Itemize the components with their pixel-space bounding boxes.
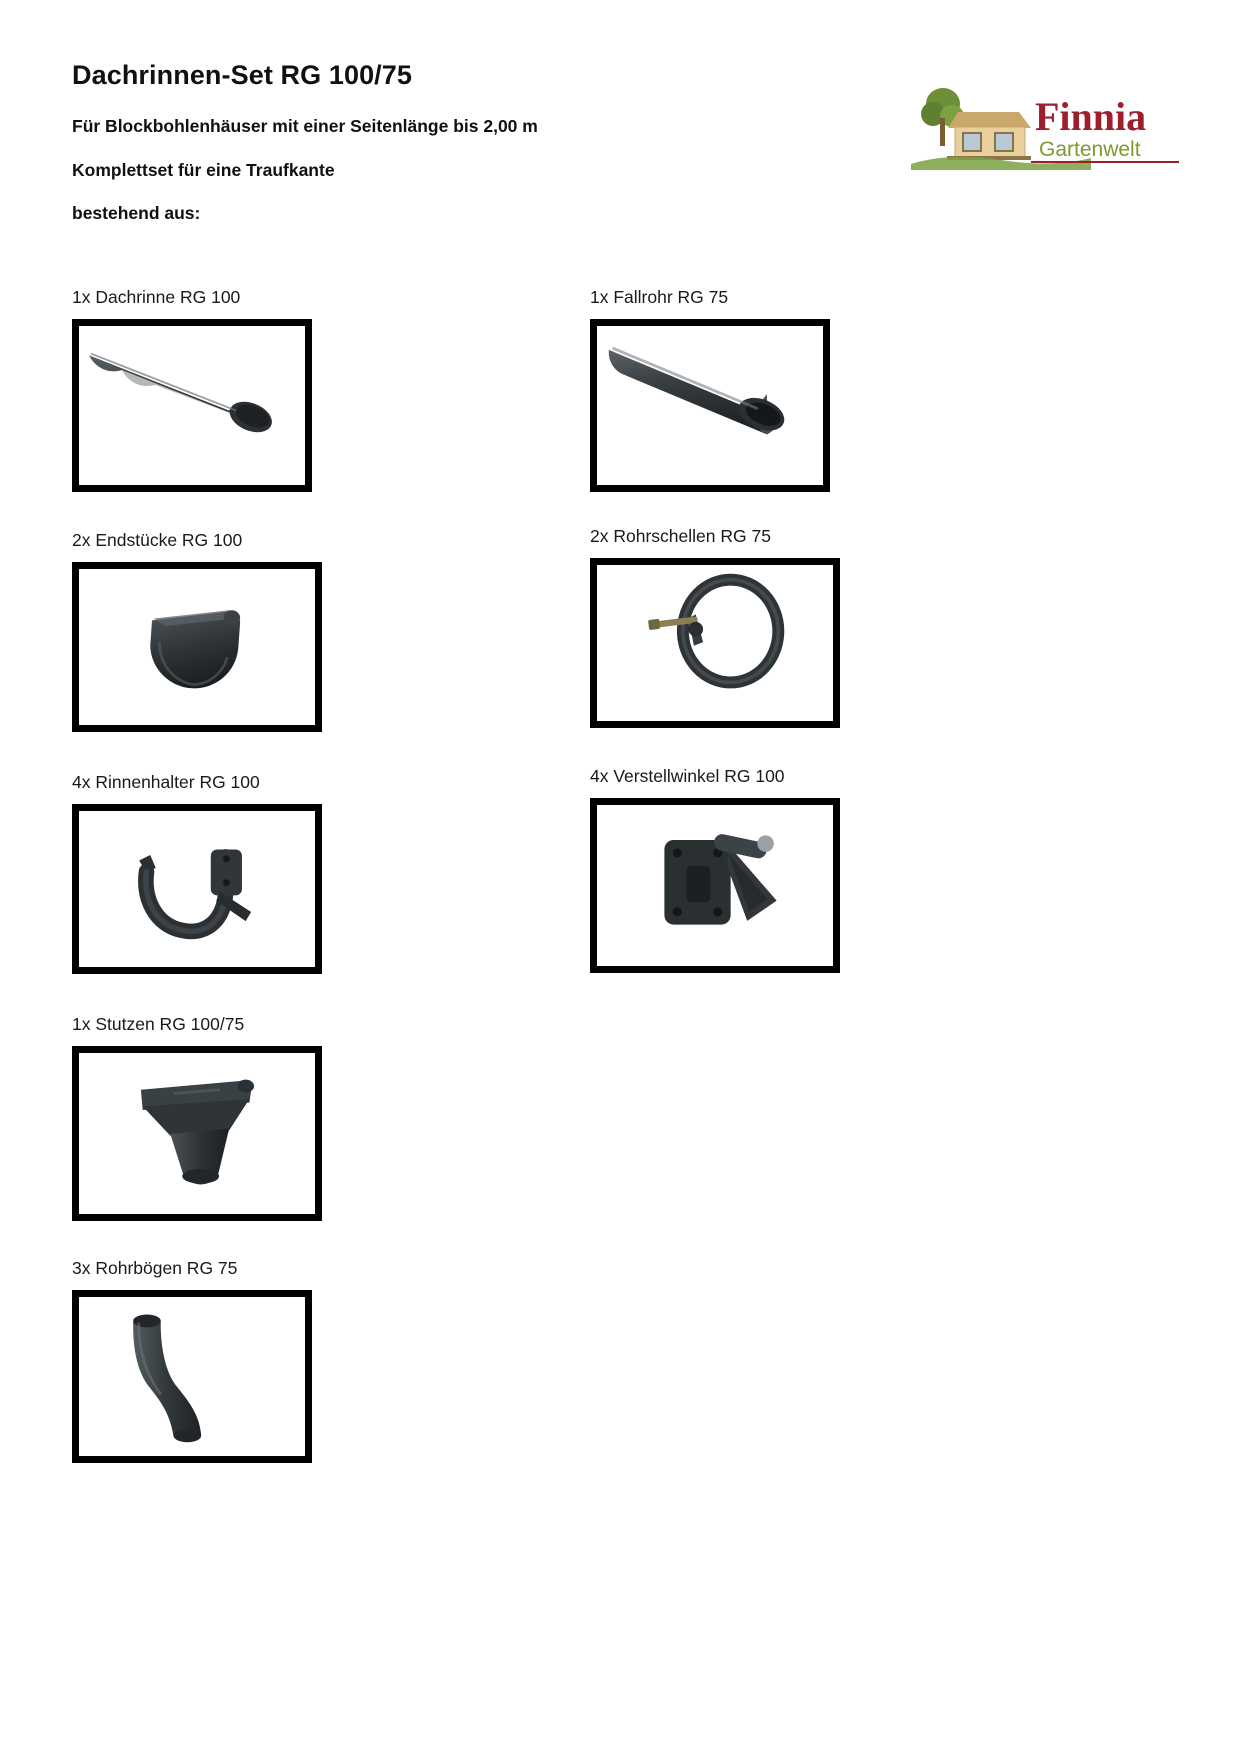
lead-line-1: Komplettset für eine Traufkante	[72, 160, 335, 181]
lead-line-2: bestehend aus:	[72, 203, 201, 224]
list-item-verstellwinkel	[590, 766, 840, 973]
product-photo-rohrboegen	[72, 1290, 312, 1463]
product-photo-dachrinne	[72, 319, 312, 492]
page-title: Dachrinnen-Set RG 100/75	[72, 60, 413, 90]
product-photo-verstellwinkel	[590, 798, 840, 973]
item-label: 3x Rohrbögen RG 75	[72, 1258, 238, 1278]
logo-brand-text: Finnia	[1035, 94, 1147, 139]
list-item-fallrohr	[590, 287, 830, 492]
product-photo-endstuecke	[72, 562, 322, 732]
list-item-dachrinne	[72, 287, 312, 492]
item-label: 2x Endstücke RG 100	[72, 530, 243, 550]
product-photo-fallrohr	[590, 319, 830, 492]
item-label: 1x Fallrohr RG 75	[590, 287, 729, 307]
product-photo-stutzen	[72, 1046, 322, 1221]
product-photo-rohrschellen	[590, 558, 840, 728]
item-label: 1x Stutzen RG 100/75	[72, 1014, 245, 1034]
logo-tagline-text: Gartenwelt	[1039, 138, 1141, 161]
item-label: 1x Dachrinne RG 100	[72, 287, 241, 307]
item-label: 4x Verstellwinkel RG 100	[590, 766, 785, 786]
item-label: 4x Rinnenhalter RG 100	[72, 772, 260, 792]
list-item-rinnenhalter	[72, 772, 322, 974]
list-item-rohrschellen	[590, 526, 840, 728]
list-item-endstuecke	[72, 530, 322, 732]
item-label: 2x Rohrschellen RG 75	[590, 526, 771, 546]
page-subtitle: Für Blockbohlenhäuser mit einer Seitenlänge bis 2,00 m	[72, 116, 538, 136]
list-item-rohrboegen	[72, 1258, 312, 1463]
list-item-stutzen	[72, 1014, 322, 1221]
product-photo-rinnenhalter	[72, 804, 322, 974]
